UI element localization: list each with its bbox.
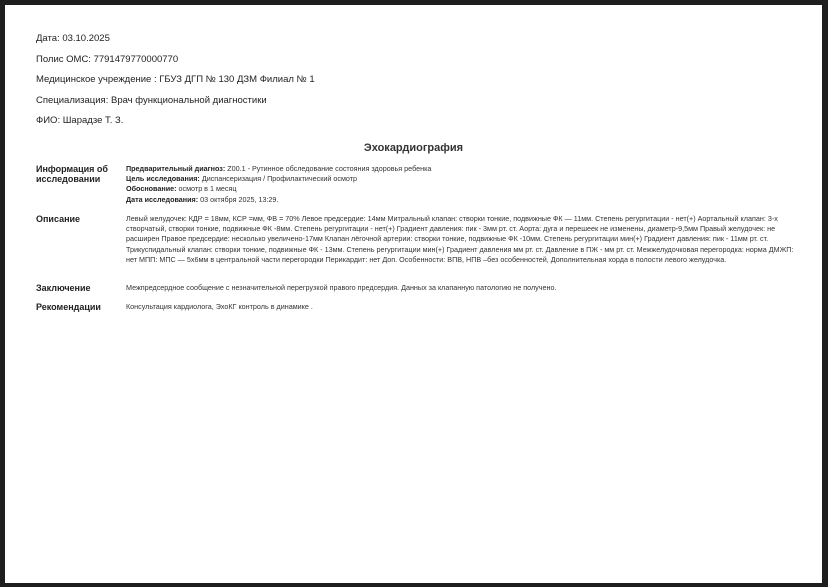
info-key: Дата исследования: xyxy=(126,194,199,204)
description-text: Левый желудочек: КДР = 18мм, КСР =мм, ФВ = 70% Левое предсердие: 14мм Митральный клапан: створки тонкие, подвижные ФК — 11мм. Степень регургитации - нет(+) Аортальный клапан: 3-х створчатый, створки тонкие, подвижные ФК -8мм. Степень регургитации - нет(+) Градиент давления: пик - 3мм рт. ст. Аорта: дуга и перешеек не изменены, диаметр-9,5мм Правый желудочек: не расширен Правое предсердие: несколько увеличено-17мм Клапан лёгочной артерии: створки тонкие, подвижные ФК -10мм. Степень регургитации мин(+) Градиент давления: пик - 11мм рт. ст. Трикуспидальный клапан: створки тонкие, подвижные ФК - 13мм. Степень регургитации мин(+) Градиент давления мм рт. ст. Давление в ПЖ - мм рт. ст. Межжелудочковая перегородка: норма ДМЖП: нет МПП: МПС — 5х6мм в центральной части перегородки Перикардит: нет Доп. Особенности: ВПВ, НПВ –без особенностей, Дополнительная хорда в полости левого желудочка. xyxy=(126,214,794,264)
info-key: Обоснование: xyxy=(126,184,177,194)
recommendations-text: Консультация кардиолога, ЭхоКГ контроль в динамике . xyxy=(126,302,313,311)
conclusion-text: Межпредсердное сообщение с незначительной перегрузкой правого предсердия. Данных за клапанную патологию не получено. xyxy=(126,283,557,292)
patient-name: ФИО: Шарадзе Т. З. xyxy=(36,115,124,126)
info-value: Z00.1 - Рутинное обследование состояния здоровья ребенка xyxy=(225,164,432,173)
doctor-specialization: Специализация: Врач функциональной диагностики xyxy=(36,95,267,106)
info-value: 03 октября 2025, 13:29. xyxy=(198,194,279,204)
conclusion-section-label: Заключение xyxy=(36,283,91,293)
info-row-purpose xyxy=(126,174,794,184)
info-value: Диспансеризация / Профилактический осмотр xyxy=(199,174,358,184)
exam-date: Дата: 03.10.2025 xyxy=(36,33,110,44)
document-page xyxy=(5,5,822,583)
info-key: Цель исследования: xyxy=(126,174,200,184)
info-section-label: Информация об исследовании xyxy=(36,164,108,184)
oms-policy: Полис ОМС: 7791479770000770 xyxy=(36,54,179,65)
info-row-diagnosis xyxy=(126,164,794,174)
info-row-exam-date xyxy=(126,195,794,205)
description-section-label: Описание xyxy=(36,214,81,224)
info-value: осмотр в 1 месяц xyxy=(176,184,237,194)
info-section-body xyxy=(126,164,794,205)
recommendations-section-label: Рекомендации xyxy=(36,302,101,312)
info-row-justification xyxy=(126,184,794,194)
medical-institution: Медицинское учреждение : ГБУЗ ДГП № 130 ДЗМ Филиал № 1 xyxy=(36,74,315,85)
document-title: Эхокардиография xyxy=(363,142,464,154)
info-key: Предварительный диагноз: xyxy=(126,164,226,173)
